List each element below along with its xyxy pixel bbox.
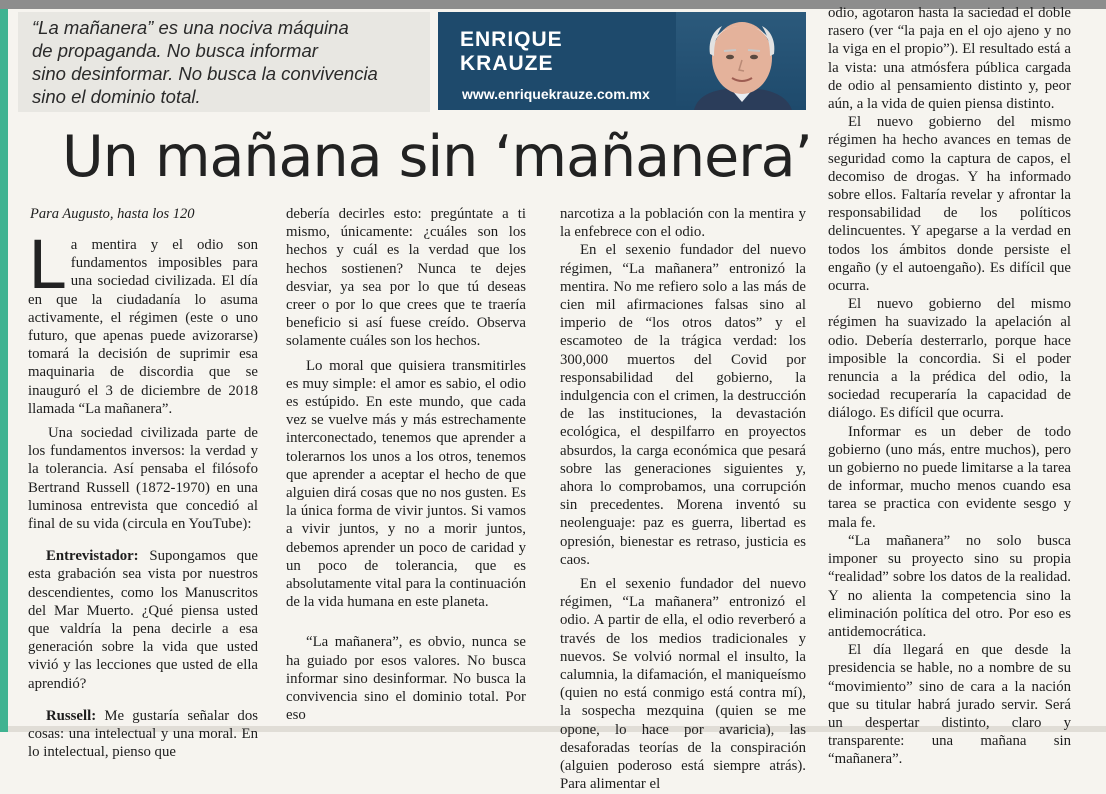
- author-website-link[interactable]: www.enriquekrauze.com.mx: [462, 86, 650, 102]
- article-paragraph: Una sociedad civilizada parte de los fundamentos inversos: la verdad y la tolerancia. Así pensaba el filósofo Bertrand Russell (1872-1970) en una luminosa entrevista que concedió al final de su vida (circula en YouTube):: [28, 425, 258, 533]
- author-first-name: ENRIQUE: [460, 28, 563, 51]
- article-paragraph: En el sexenio fundador del nuevo régimen, “La mañanera” entronizó el odio. A partir de ella, el odio reverberó a través de los medios tradicionales y nuevos. Se volvió normal el insulto, la calumnia, la difamación, el maniqueísmo (quien no está conmigo está contra mí), la sospecha mezquina (quien se me opone, lo hace por avaricia), las desaforadas teorías de la conspiración (alguien poderoso está siempre atrás). Para alimentar el: [560, 576, 806, 793]
- accent-sidebar-stripe: [0, 9, 8, 732]
- article-paragraph: En el sexenio fundador del nuevo régimen, “La mañanera” entronizó la mentira. No me refiero solo a las más de cien mil afirmaciones falsas sino al imperio de “los otros datos” y el escamoteo de la trágica verdad: los 300,000 muertos del Covid por responsabilidad del gobierno, la indulgencia con el crimen, la destrucción de las instituciones, la devastación ecológica, el despilfarro en proyectos absurdos, la carga económica que pesará sobre las generaciones siguientes y, ahora lo comprobamos, una corrupción sin precedentes. Morena inventó su neolenguaje: paz es guerra, libertad es opresión, bienestar es retraso, justicia es caos.: [560, 242, 806, 568]
- speaker-label: Russell:: [46, 707, 97, 724]
- article-paragraph: El nuevo gobierno del mismo régimen ha suavizado la apelación al odio. Debería desterrarlo, porque hace imposible la concordia. Si el poder renuncia a la prédica del odio, la sociedad recuperaría la capacidad de diálogo. Es difícil que ocurra.: [828, 296, 1071, 422]
- article-headline: Un mañana sin ‘mañanera’: [62, 124, 812, 190]
- article-dedication: Para Augusto, hasta los 120: [30, 206, 195, 222]
- article-paragraph: Lo moral que quisiera transmitirles es muy simple: el amor es sabio, el odio es estúpido. En este mundo, que cada vez se vuelve más y más estrechamente interconectado, tenemos que aprender a tolerarnos los unos a los otros, tenemos que aprender a aceptar el hecho de que alguien dirá cosas que no nos gusten. Es la única forma de vivir juntos. Si vamos a vivir juntos, y no a morir juntos, debemos aprender un poco de caridad y un poco de tolerancia, que es absolutamente vital para la continuación de la vida humana en este planeta.: [286, 357, 526, 611]
- speaker-label: Entrevistador:: [46, 548, 139, 565]
- article-column-3: [560, 205, 806, 794]
- author-portrait-photo: [676, 12, 806, 110]
- author-banner: [438, 12, 806, 110]
- article-paragraph: “La mañanera” no solo busca imponer su proyecto sino su propia “realidad” sobre los datos de la realidad. Y no alienta la competencia sino la eliminación política del otro. Por eso es antidemocrática.: [828, 532, 1071, 640]
- pull-quote-line: sino desinformar. No busca la convivencia: [32, 63, 378, 84]
- article-paragraph: El día llegará en que desde la presidencia se hable, no a nombre de su “movimiento” sino de cara a la nación que su titular habrá jurado servir. Será un despertar distinto, claro y transparente: una mañana sin “mañanera”.: [828, 642, 1071, 768]
- article-paragraph: Informar es un deber de todo gobierno (uno más, entre muchos), pero un gobierno no puede limitarse a la tarea de informar, mucho menos cuando esa tarea se practica con evidente sesgo y mala fe.: [828, 423, 1071, 531]
- article-paragraph: debería decirles esto: pregúntate a ti mismo, únicamente: ¿cuáles son los hechos y cuál es la verdad que los hechos sostienen? Nunca te dejes desviar, ya sea por lo que tú deseas creer o por lo que crees que te traería beneficio si así fuese creído. Observa solamente cuáles son los hechos.: [286, 206, 526, 350]
- pull-quote: [18, 12, 430, 112]
- article-paragraph: [28, 227, 258, 418]
- pull-quote-line: “La mañanera” es una nociva máquina: [32, 17, 349, 38]
- interview-answer: [28, 707, 258, 762]
- article-column-1: [28, 227, 258, 761]
- interview-question: [28, 547, 258, 693]
- article-paragraph: odio, agotaron hasta la saciedad el doble rasero (ver “la paja en el ojo ajeno y no la viga en el propio”). El resultado está a la vista: una atmósfera pública cargada de odio al pensamiento distinto y, peor aún, a la vida de quien piensa distinto.: [828, 5, 1071, 113]
- article-column-2: [286, 205, 526, 724]
- pull-quote-line: sino el dominio total.: [32, 86, 201, 107]
- paragraph-text: a mentira y el odio son fundamentos imposibles para una sociedad civilizada. El día en que la ciudadanía lo asuma activamente, el régimen (este o uno futuro, que apenas puede avizorarse) tomará la decisión de suprimir esa maquinaria de discordia que se inauguró el 3 de diciembre de 2018 llamada “La mañanera”.: [28, 237, 258, 417]
- article-column-4: [828, 4, 1071, 769]
- article-paragraph: El nuevo gobierno del mismo régimen ha hecho avances en temas de seguridad como la captura de capos, el decomiso de drogas. Y ha informado sobre ellos. Faltaría revelar y afrontar la responsabilidad de los políticos delincuentes. Y apegarse a la verdad en todos los ámbitos donde persiste el engaño (y el autoengaño). Es difícil que ocurra.: [828, 114, 1071, 295]
- drop-cap: L: [28, 227, 65, 304]
- paragraph-text: Supongamos que esta grabación sea vista por nuestros descendientes, como los Manuscritos del Mar Muerto. ¿Qué piensa usted que valdría la pena decirle a esa generación sobre la vida que usted vivió y las lecciones que usted de ella aprendió?: [28, 548, 258, 692]
- paragraph-text: Me gustaría señalar dos cosas: una intelectual y una moral. En lo intelectual, pienso que: [28, 707, 258, 761]
- pull-quote-line: de propaganda. No busca informar: [32, 40, 318, 61]
- article-paragraph: “La mañanera”, es obvio, nunca se ha guiado por esos valores. No busca informar sino desinformar. No busca la convivencia sino el dominio total. Por eso: [286, 634, 526, 724]
- article-paragraph: narcotiza a la población con la mentira y la enfebrece con el odio.: [560, 206, 806, 241]
- author-last-name: KRAUZE: [460, 52, 554, 75]
- author-name: [460, 28, 563, 76]
